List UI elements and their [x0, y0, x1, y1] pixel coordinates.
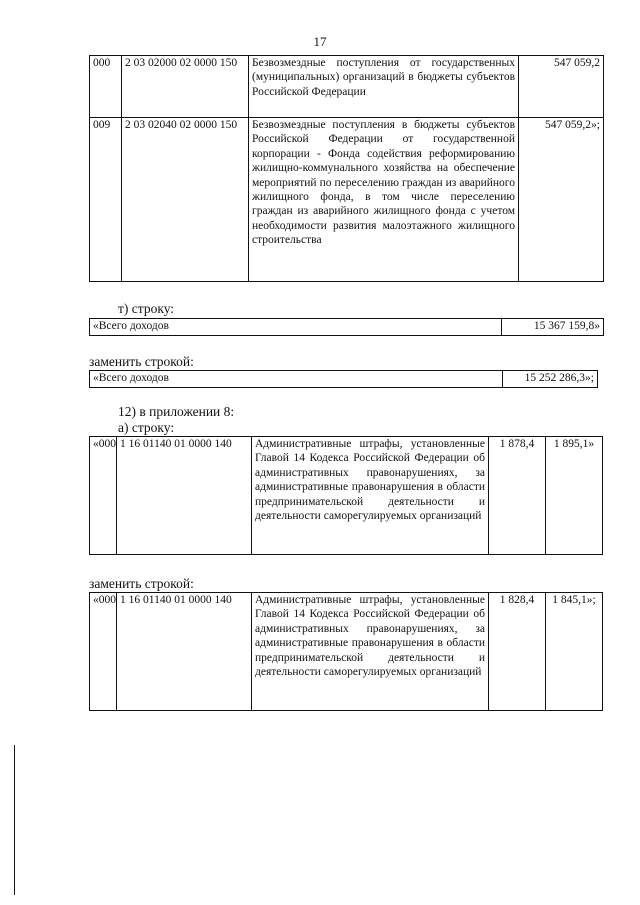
value-cell-1: 1 878,4	[489, 437, 546, 555]
table-row	[90, 437, 603, 555]
instruction-line: заменить строкой:	[89, 576, 194, 591]
budget-code-cell: 1 16 01140 01 0000 140	[117, 593, 252, 711]
total-value-cell: 15 367 159,8»	[502, 319, 604, 336]
instruction-line: т) строку:	[118, 301, 175, 316]
revenue-table	[89, 55, 604, 282]
description-cell: Безвозмездные поступления в бюджеты субъектов Российской Федерации от государственной корпорации - Фонда содействия реформированию жилищно-коммунального хозяйства на обеспечение мероприятий по переселению граждан из аварийного жилищного фонда, в том числе переселению граждан из аварийного жилищного фонда с учетом необходимости развития малоэтажного жилищного строительства	[249, 118, 519, 282]
admin-code-cell: 009	[90, 118, 122, 282]
page-number: 17	[313, 34, 327, 49]
description-cell: Административные штрафы, установленные Главой 14 Кодекса Российской Федерации об административных правонарушениях, за административные правонарушения в области предпринимательской деятельности и деятельности саморегулируемых организаций	[252, 593, 489, 711]
amount-cell: 547 059,2	[519, 56, 604, 118]
instruction-line: а) строку:	[118, 420, 175, 435]
value-cell-2: 1 845,1»;	[546, 593, 603, 711]
budget-code-cell: 2 03 02040 02 0000 150	[122, 118, 249, 282]
table-row	[90, 118, 604, 282]
appendix8-row-old	[89, 436, 603, 555]
admin-code-cell: 000	[90, 56, 122, 118]
amount-cell: 547 059,2»;	[519, 118, 604, 282]
total-row-old	[89, 318, 604, 336]
total-value-cell: 15 252 286,3»;	[503, 371, 598, 388]
total-label-cell: «Всего доходов	[90, 319, 502, 336]
description-cell: Безвозмездные поступления от государственных (муниципальных) организаций в бюджеты субъектов Российской Федерации	[249, 56, 519, 118]
total-row-new	[89, 370, 598, 388]
appendix8-row-new	[89, 592, 603, 711]
budget-code-cell: 2 03 02000 02 0000 150	[122, 56, 249, 118]
value-cell-1: 1 828,4	[489, 593, 546, 711]
description-cell: Административные штрафы, установленные Главой 14 Кодекса Российской Федерации об административных правонарушениях, за административные правонарушения в области предпринимательской деятельности и деятельности саморегулируемых организаций	[252, 437, 489, 555]
instruction-line: заменить строкой:	[89, 354, 194, 369]
admin-code-cell: «000	[90, 593, 117, 711]
budget-code-cell: 1 16 01140 01 0000 140	[117, 437, 252, 555]
admin-code-cell: «000	[90, 437, 117, 555]
total-label-cell: «Всего доходов	[90, 371, 503, 388]
margin-scan-line	[14, 745, 15, 895]
table-row	[90, 319, 604, 336]
table-row	[90, 56, 604, 118]
table-row	[90, 593, 603, 711]
value-cell-2: 1 895,1»	[546, 437, 603, 555]
section-heading: 12) в приложении 8:	[118, 404, 235, 419]
table-row	[90, 371, 598, 388]
